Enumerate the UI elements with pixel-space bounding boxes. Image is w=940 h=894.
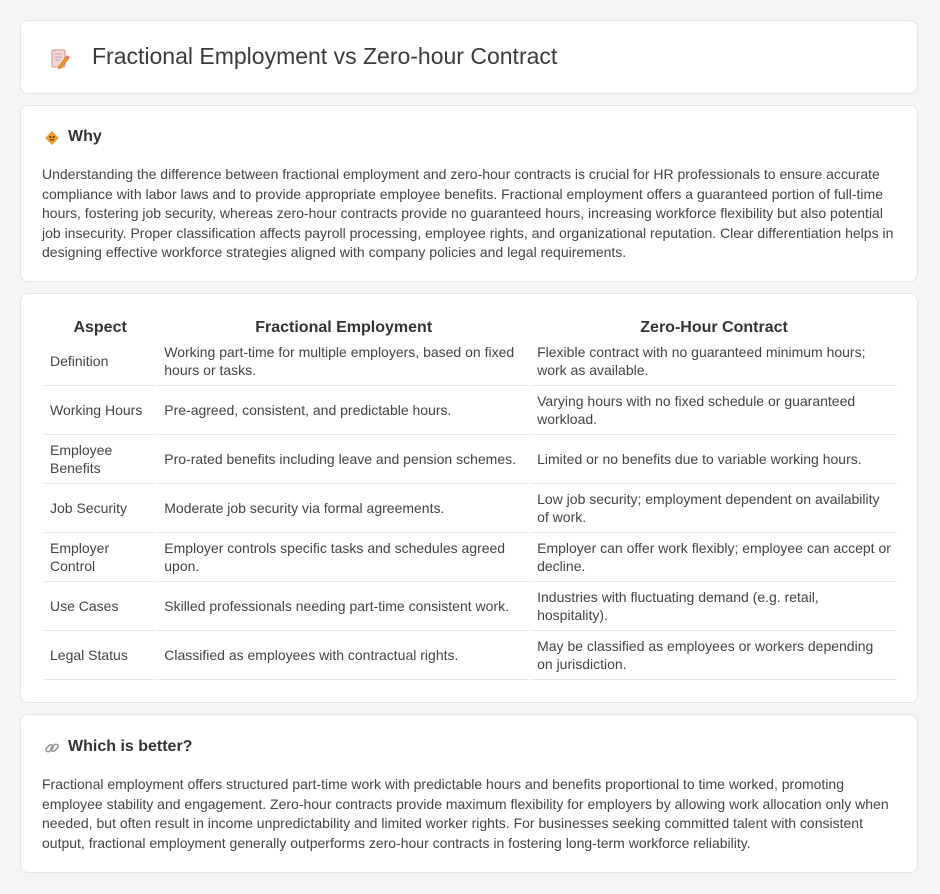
document-pencil-icon bbox=[49, 48, 71, 70]
better-text: Fractional employment offers structured part-time work with predictable hours and benefits proportional to time worked, promoting employee stability and engagement. Zero-hour contracts provide maximum flexibility for employers by allowing work allocation only when needed, but often result in income unpredictability and limited worker rights. For businesses seeking committed talent with consistent output, fractional employment generally outperforms zero-hour contracts in fostering long-term workforce reliability. bbox=[42, 776, 889, 851]
why-section bbox=[20, 105, 918, 282]
page-title: Fractional Employment vs Zero-hour Contract bbox=[92, 43, 558, 69]
table-row bbox=[44, 386, 897, 435]
table-header-row bbox=[44, 315, 897, 337]
zero-hour-cell: Low job security; employment dependent on availability of work. bbox=[531, 484, 897, 533]
header-aspect: Aspect bbox=[73, 319, 127, 336]
zero-hour-cell: May be classified as employees or workers depending on jurisdiction. bbox=[531, 631, 897, 680]
fractional-cell: Moderate job security via formal agreements. bbox=[158, 484, 529, 533]
fractional-cell: Employer controls specific tasks and schedules agreed upon. bbox=[158, 533, 529, 582]
table-row bbox=[44, 533, 897, 582]
table-row bbox=[44, 435, 897, 484]
header-fractional: Fractional Employment bbox=[255, 319, 433, 336]
fractional-cell: Working part-time for multiple employers, based on fixed hours or tasks. bbox=[158, 337, 529, 386]
better-heading: Which is better? bbox=[68, 738, 193, 755]
table-row bbox=[44, 337, 897, 386]
which-is-better-section bbox=[20, 714, 918, 873]
zero-hour-cell: Limited or no benefits due to variable working hours. bbox=[531, 435, 897, 484]
aspect-cell: Legal Status bbox=[44, 631, 156, 680]
fractional-cell: Pre-agreed, consistent, and predictable hours. bbox=[158, 386, 529, 435]
table-row bbox=[44, 582, 897, 631]
zero-hour-cell: Industries with fluctuating demand (e.g. retail, hospitality). bbox=[531, 582, 897, 631]
comparison-section bbox=[20, 293, 918, 703]
aspect-cell: Employer Control bbox=[44, 533, 156, 582]
zero-hour-cell: Employer can offer work flexibly; employee can accept or decline. bbox=[531, 533, 897, 582]
title-card bbox=[20, 20, 918, 94]
aspect-cell: Use Cases bbox=[44, 582, 156, 631]
fractional-cell: Skilled professionals needing part-time consistent work. bbox=[158, 582, 529, 631]
fractional-cell: Classified as employees with contractual rights. bbox=[158, 631, 529, 680]
link-icon bbox=[44, 740, 60, 756]
aspect-cell: Job Security bbox=[44, 484, 156, 533]
aspect-cell: Working Hours bbox=[44, 386, 156, 435]
zero-hour-cell: Varying hours with no fixed schedule or guaranteed workload. bbox=[531, 386, 897, 435]
header-zero-hour: Zero-Hour Contract bbox=[640, 319, 788, 336]
table-row bbox=[44, 631, 897, 680]
fractional-cell: Pro-rated benefits including leave and pension schemes. bbox=[158, 435, 529, 484]
aspect-cell: Definition bbox=[44, 337, 156, 386]
why-heading: Why bbox=[68, 128, 102, 145]
comparison-table bbox=[42, 315, 899, 680]
table-row bbox=[44, 484, 897, 533]
diamond-warning-icon bbox=[44, 130, 60, 146]
zero-hour-cell: Flexible contract with no guaranteed minimum hours; work as available. bbox=[531, 337, 897, 386]
why-text: Understanding the difference between fractional employment and zero-hour contracts is crucial for HR professionals to ensure accurate compliance with labor laws and to provide appropriate employee benefits. Fractional employment offers a guaranteed portion of full-time hours, fostering job security, whereas zero-hour contracts provide no guaranteed hours, increasing workforce flexibility but also potential job insecurity. Proper classification affects payroll processing, employee rights, and organizational reputation. Clear differentiation helps in designing effective workforce strategies aligned with company policies and legal requirements. bbox=[42, 166, 894, 261]
aspect-cell: Employee Benefits bbox=[44, 435, 156, 484]
